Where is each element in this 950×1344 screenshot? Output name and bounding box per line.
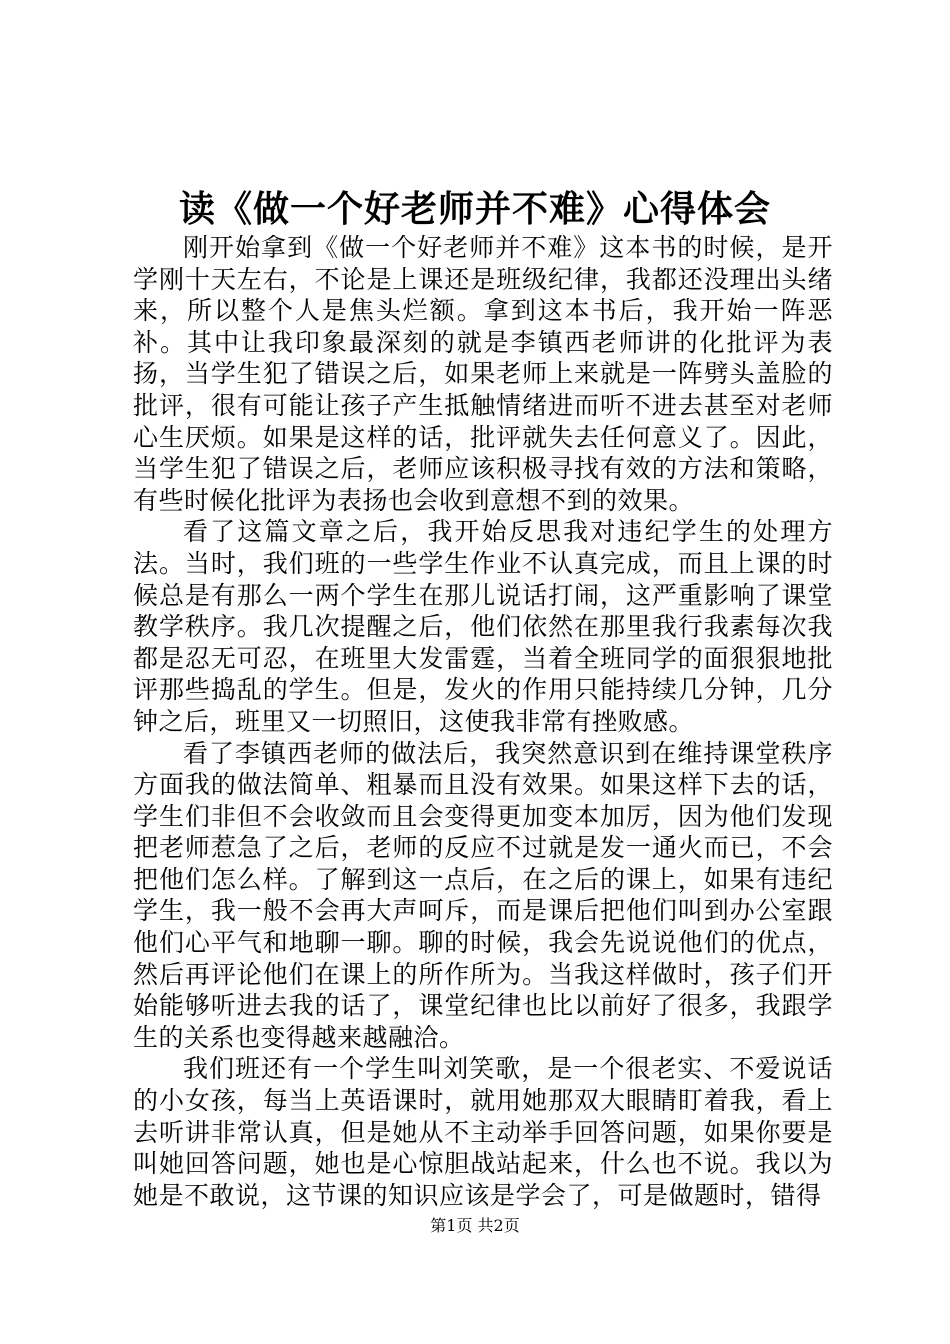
paragraph-3: 看了李镇西老师的做法后，我突然意识到在维持课堂秩序方面我的做法简单、粗暴而且没有效果。如果这样下去的话，学生们非但不会收敛而且会变得更加变本加厉，因为他们发现把老师惹急了之后，老师的反应不过就是发一通火而已，不会把他们怎么样。了解到这一点后，在之后的课上，如果有违纪学生，我一般不会再大声呵斥，而是课后把他们叫到办公室跟他们心平气和地聊一聊。聊的时候，我会先说说他们的优点，然后再评论他们在课上的所作所为。当我这样做时，孩子们开始能够听进去我的话了，课堂纪律也比以前好了很多，我跟学生的关系也变得越来越融洽。 [133,738,833,1052]
document-body [133,232,833,1211]
paragraph-1: 刚开始拿到《做一个好老师并不难》这本书的时候，是开学刚十天左右，不论是上课还是班级纪律，我都还没理出头绪来，所以整个人是焦头烂额。拿到这本书后，我开始一阵恶补。其中让我印象最深刻的就是李镇西老师讲的化批评为表扬，当学生犯了错误之后，如果老师上来就是一阵劈头盖脸的批评，很有可能让孩子产生抵触情绪进而听不进去甚至对老师心生厌烦。如果是这样的话，批评就失去任何意义了。因此，当学生犯了错误之后，老师应该积极寻找有效的方法和策略，有些时候化批评为表扬也会收到意想不到的效果。 [133,233,833,515]
paragraph-4: 我们班还有一个学生叫刘笑歌，是一个很老实、不爱说话的小女孩，每当上英语课时，就用她那双大眼睛盯着我，看上去听讲非常认真，但是她从不主动举手回答问题，如果你要是叫她回答问题，她也是心惊胆战站起来，什么也不说。我以为她是不敢说，这节课的知识应该是学会了，可是做题时，错得 [133,1054,833,1210]
document-title: 读《做一个好老师并不难》心得体会 [178,188,771,230]
page-footer: 第1页 共2页 [430,1216,520,1235]
paragraph-2: 看了这篇文章之后，我开始反思我对违纪学生的处理方法。当时，我们班的一些学生作业不认真完成，而且上课的时候总是有那么一两个学生在那儿说话打闹，这严重影响了课堂教学秩序。我几次提醒之后，他们依然在那里我行我素每次我都是忍无可忍，在班里大发雷霆，当着全班同学的面狠狠地批评那些捣乱的学生。但是，发火的作用只能持续几分钟，几分钟之后，班里又一切照旧，这使我非常有挫败感。 [133,517,833,736]
